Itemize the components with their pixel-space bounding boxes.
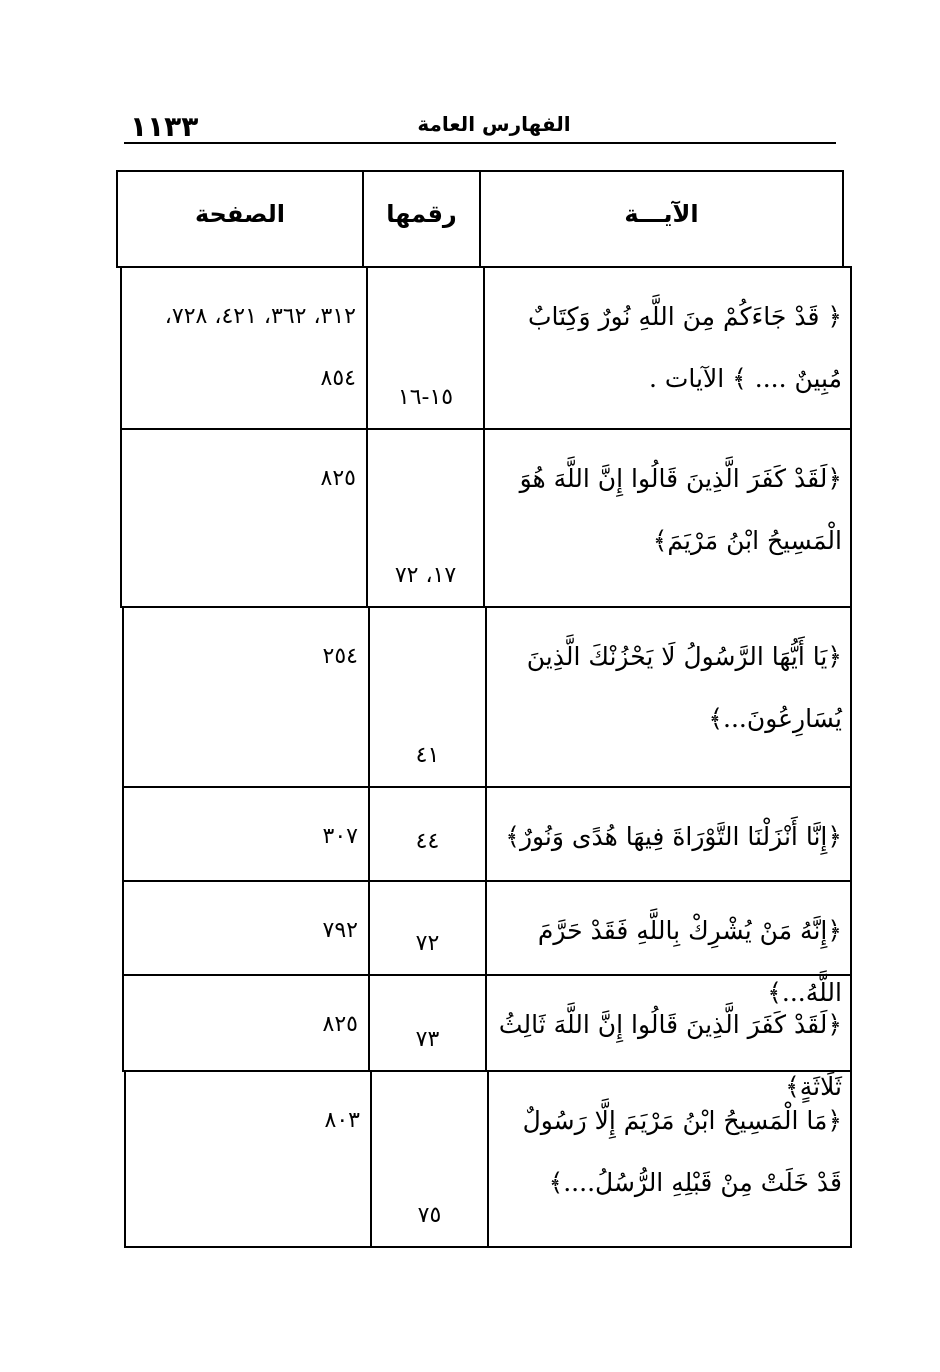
column-header-verse: الآيـــة (624, 200, 699, 228)
header-cell-number (364, 172, 481, 266)
verse-number: ١٥-١٦ (397, 385, 454, 410)
table-row (122, 606, 852, 788)
number-cell (368, 268, 485, 428)
page-number: ١١٣٣ (130, 110, 199, 143)
verse-number: ٤٤ (415, 829, 440, 854)
header-cell-verse (481, 172, 842, 266)
page-numbers: ٨٠٣ (324, 1108, 360, 1133)
verse-number: ٧٥ (417, 1203, 442, 1228)
verse-cell (487, 608, 850, 786)
page-numbers: ٣٠٧ (322, 824, 358, 849)
page-header (124, 108, 836, 144)
verse-text: ﴿ قَدْ جَاءَكُمْ مِنَ اللَّهِ نُورٌ وَكِتَابٌ مُبِينٌ .... ﴾ الآيات . (527, 302, 842, 393)
number-cell (368, 430, 485, 606)
table-row (122, 880, 852, 1007)
page-cell (124, 882, 370, 974)
header-cell-page (118, 172, 364, 266)
column-header-number: رقمها (386, 200, 457, 228)
page-cell (122, 268, 368, 428)
page-numbers: ٣١٢، ٣٦٢، ٤٢١، ٧٢٨، ٨٥٤ (164, 304, 356, 391)
page-cell (124, 976, 370, 1070)
verse-cell (485, 430, 850, 606)
running-title: الفهارس العامة (417, 112, 571, 136)
page-cell (126, 1072, 372, 1246)
verse-index-table (116, 170, 852, 1248)
verse-text: ﴿يَا أَيُّهَا الرَّسُولُ لَا يَحْزُنْكَ الَّذِينَ يُسَارِعُونَ...﴾ (526, 642, 842, 733)
verse-number: ١٧، ٧٢ (394, 563, 457, 588)
table-row (120, 428, 852, 608)
column-header-page: الصفحة (194, 200, 285, 228)
page-cell (124, 788, 370, 880)
number-cell (372, 1072, 489, 1246)
verse-cell (485, 268, 850, 428)
table-header-row (116, 170, 844, 268)
verse-text: ﴿مَا الْمَسِيحُ ابْنُ مَرْيَمَ إِلَّا رَسُولٌ قَدْ خَلَتْ مِنْ قَبْلِهِ الرُّسُلُ....﴾ (522, 1106, 842, 1197)
page-cell (124, 608, 370, 786)
verse-number: ٤١ (415, 743, 440, 768)
page-numbers: ٨٢٥ (322, 1012, 358, 1037)
number-cell (370, 788, 487, 880)
verse-text: ﴿إِنَّا أَنْزَلْنَا التَّوْرَاةَ فِيهَا هُدًى وَنُورٌ﴾ (505, 822, 842, 851)
header-rule (124, 142, 836, 144)
table-row (122, 974, 852, 1101)
number-cell (370, 976, 487, 1070)
table-row (120, 266, 852, 430)
table-row (122, 786, 852, 882)
verse-text: ﴿إِنَّهُ مَنْ يُشْرِكْ بِاللَّهِ فَقَدْ حَرَّمَ اللَّهُ...﴾ (537, 916, 842, 1007)
verse-cell (489, 1072, 850, 1246)
verse-text: ﴿لَقَدْ كَفَرَ الَّذِينَ قَالُوا إِنَّ اللَّهَ هُوَ الْمَسِيحُ ابْنُ مَرْيَمَ﴾ (519, 464, 842, 555)
verse-number: ٧٣ (415, 1027, 440, 1052)
number-cell (370, 882, 487, 974)
verse-number: ٧٢ (415, 931, 440, 956)
page-numbers: ٨٢٥ (320, 466, 356, 491)
verse-cell (487, 882, 850, 1007)
number-cell (370, 608, 487, 786)
verse-cell (487, 976, 850, 1101)
table-row (124, 1070, 852, 1248)
page-cell (122, 430, 368, 606)
page-numbers: ٢٥٤ (322, 644, 358, 669)
verse-text: ﴿لَقَدْ كَفَرَ الَّذِينَ قَالُوا إِنَّ اللَّهَ ثَالِثُ ثَلَاثَةٍ﴾ (498, 1010, 842, 1101)
page-numbers: ٧٩٢ (322, 918, 358, 943)
verse-cell (487, 788, 850, 880)
